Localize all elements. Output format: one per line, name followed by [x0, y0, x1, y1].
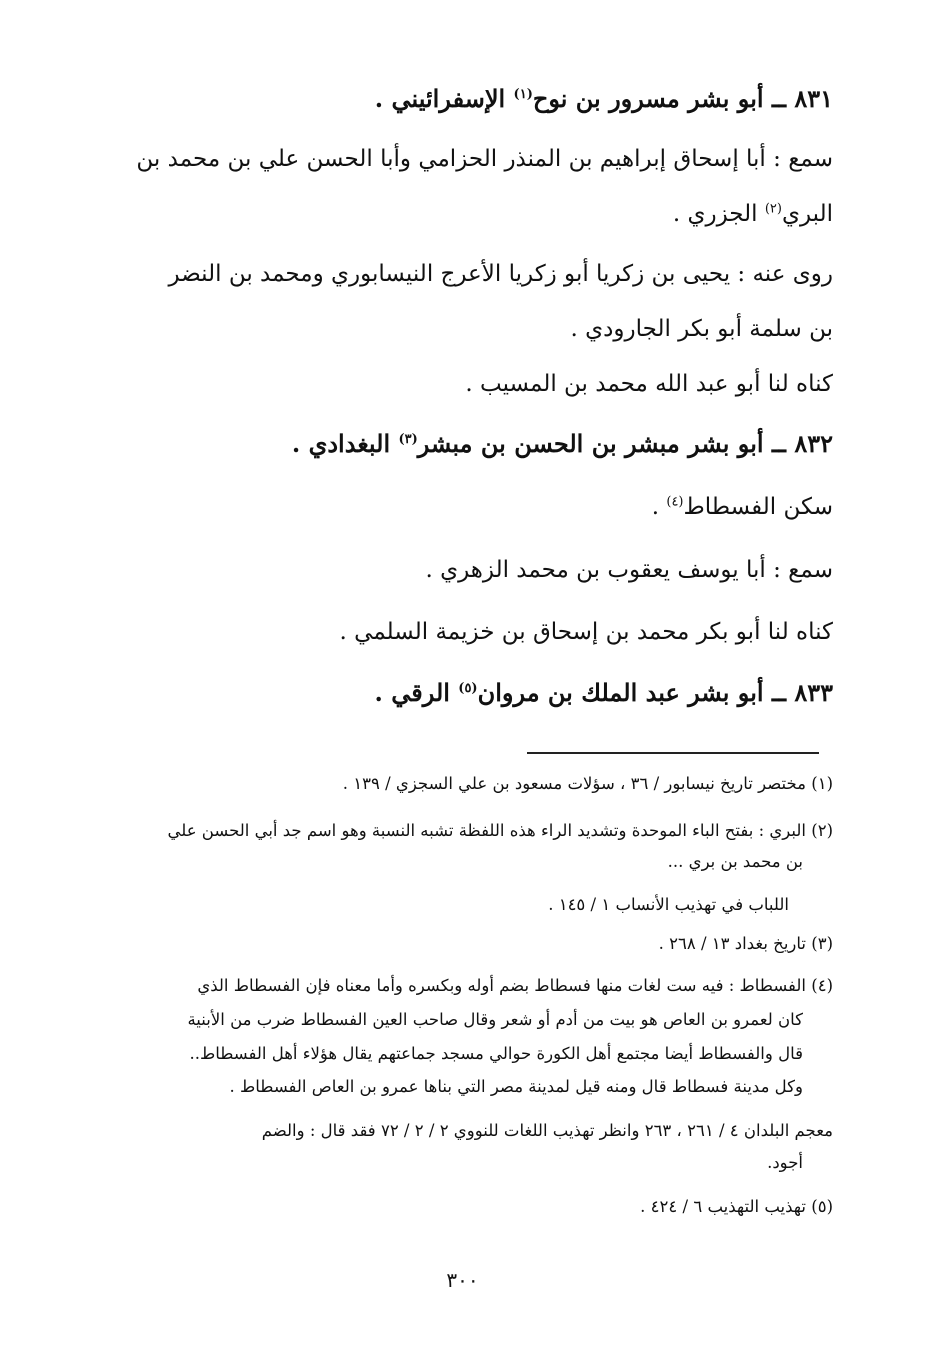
entry-831-line-4: بن سلمة أبو بكر الجارودي .: [570, 316, 833, 342]
footnote-2-line-3: اللباب في تهذيب الأنساب ١ / ١٤٥ .: [548, 895, 789, 914]
heading-text: ٨٣١ ــ أبو بشر مسرور بن نوح: [532, 84, 833, 113]
heading-text: ٨٣٢ ــ أبو بشر مبشر بن الحسن بن مبشر: [417, 429, 833, 458]
footnote-separator: [527, 752, 819, 754]
entry-832-line-2: سمع : أبا يوسف يعقوب بن محمد الزهري .: [425, 557, 833, 583]
footnote-5: (٥) تهذيب التهذيب ٦ / ٤٢٤ .: [640, 1197, 833, 1216]
entry-831-line-1: سمع : أبا إسحاق إبراهيم بن المنذر الحزامي وأبا الحسن علي بن محمد بن: [136, 146, 833, 172]
footnote-4-line-2: كان لعمرو بن العاص هو بيت من أدم أو شعر وقال صاحب العين الفسطاط ضرب من الأبنية: [187, 1010, 803, 1029]
footnote-2-line-1: (٢) البري : بفتح الباء الموحدة وتشديد الراء هذه اللفظة تشبه النسبة وهو اسم جد أبي الحسن علي: [167, 821, 833, 840]
heading-text: ٨٣٣ ــ أبو بشر عبد الملك بن مروان: [477, 678, 833, 707]
body-text: .: [651, 494, 667, 520]
entry-832-line-3: كناه لنا أبو بكر محمد بن إسحاق بن خزيمة السلمي .: [339, 619, 833, 645]
footnote-4-line-3: قال والفسطاط أيضا مجتمع أهل الكورة حوالي مسجد جماعتهم يقال هؤلاء أهل الفسطاط..: [189, 1044, 803, 1063]
entry-831-line-5: كناه لنا أبو عبد الله محمد بن المسيب .: [465, 371, 833, 397]
heading-text: البغدادي .: [291, 429, 399, 458]
footnote-ref-1[interactable]: (١): [513, 87, 533, 102]
footnote-ref-2[interactable]: (٢): [764, 201, 782, 217]
entry-832-heading: [292, 429, 833, 459]
entry-831-heading: [375, 84, 833, 114]
footnote-4-line-4: وكل مدينة فسطاط قال ومنه قيل لمدينة مصر التي بناها عمرو بن العاص الفسطاط .: [229, 1077, 803, 1096]
footnote-3: (٣) تاريخ بغداد ١٣ / ٢٦٨ .: [658, 934, 833, 953]
footnote-ref-4[interactable]: (٤): [666, 494, 684, 510]
body-text: سكن الفسطاط: [683, 494, 833, 520]
page-number: ٣٠٠: [446, 1268, 479, 1292]
entry-831-line-2: [673, 199, 833, 229]
footnote-ref-3[interactable]: (٣): [398, 432, 418, 447]
footnote-4-line-5: معجم البلدان ٤ / ٢٦١ ، ٢٦٣ وانظر تهذيب اللغات للنووي ٢ / ٢ / ٧٢ فقد قال : والضم: [261, 1121, 833, 1140]
footnote-1: (١) مختصر تاريخ نيسابور / ٣٦ ، سؤلات مسعود بن علي السجزي / ١٣٩ .: [342, 774, 833, 793]
footnote-4-line-6: أجود.: [767, 1153, 803, 1172]
footnote-ref-5[interactable]: (٥): [458, 681, 478, 696]
body-text: البري: [781, 201, 833, 227]
heading-text: الرقي .: [374, 678, 459, 707]
heading-text: الإسفرائيني .: [374, 84, 514, 113]
entry-833-heading: [375, 678, 833, 708]
entry-832-line-1: [652, 492, 833, 522]
entry-831-line-3: روى عنه : يحيى بن زكريا أبو زكريا الأعرج النيسابوري ومحمد بن النضر: [168, 261, 833, 287]
footnote-2-line-2: بن محمد بن بري ...: [667, 852, 803, 871]
body-text: الجزري .: [672, 201, 765, 227]
footnote-4-line-1: (٤) الفسطاط : فيه ست لغات منها فسطاط بضم أوله وبكسره وأما معناه فإن الفسطاط الذي: [197, 976, 833, 995]
